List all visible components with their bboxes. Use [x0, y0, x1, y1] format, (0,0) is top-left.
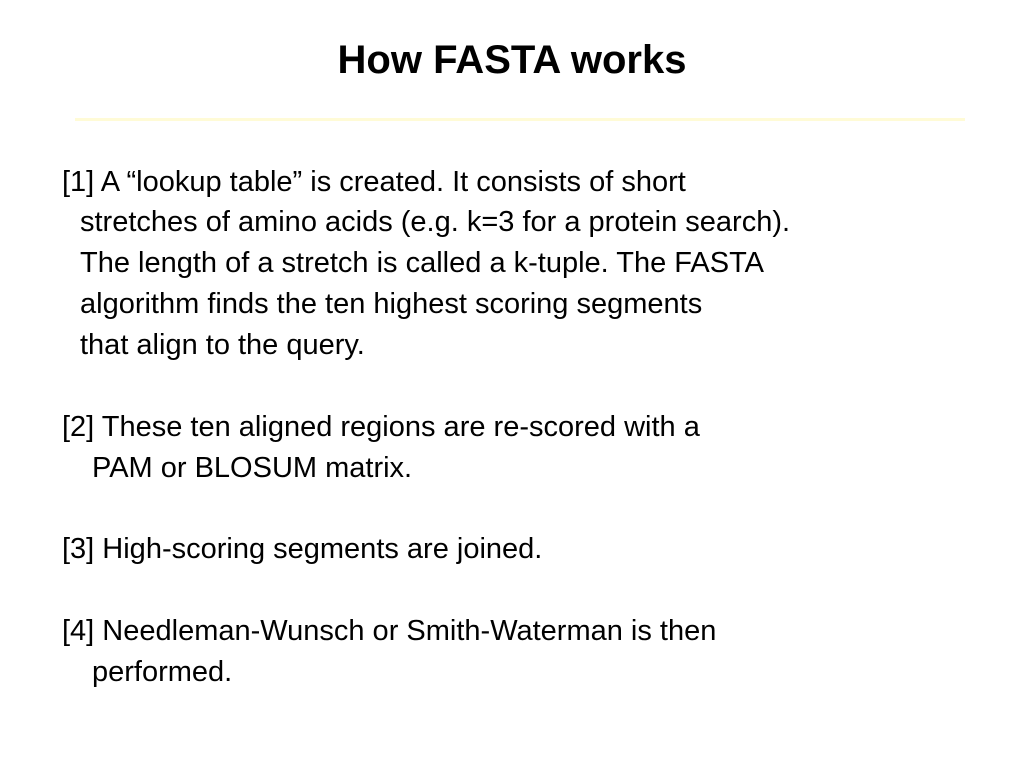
step-2-line-1: [2] These ten aligned regions are re-scored with a: [62, 411, 700, 443]
step-1-line-3: The length of a stretch is called a k-tuple. The FASTA: [80, 247, 764, 279]
slide-title: How FASTA works: [337, 38, 687, 82]
title-divider: [75, 118, 965, 121]
step-3-line-1: [3] High-scoring segments are joined.: [62, 533, 543, 565]
step-1-line-2: stretches of amino acids (e.g. k=3 for a protein search).: [80, 206, 791, 238]
step-4-line-1: [4] Needleman-Wunsch or Smith-Waterman is then: [62, 615, 717, 647]
step-1-line-1: [1] A “lookup table” is created. It consists of short: [62, 166, 686, 198]
step-4-line-2: performed.: [92, 656, 233, 688]
step-1-line-5: that align to the query.: [80, 329, 365, 361]
step-2-line-2: PAM or BLOSUM matrix.: [92, 452, 413, 484]
step-1-line-4: algorithm finds the ten highest scoring segments: [80, 288, 703, 320]
